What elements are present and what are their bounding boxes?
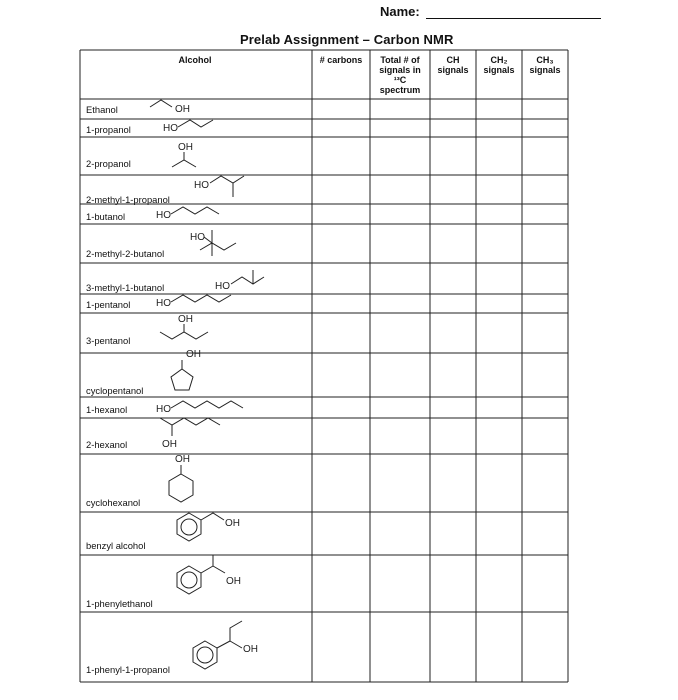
ethanol-oh: OH [175, 104, 190, 115]
2-propanol-structure [172, 142, 196, 167]
row-label-cyclohexanol: cyclohexanol [86, 497, 141, 508]
ch2-line-2: signals [483, 65, 515, 75]
cyclopentanol-oh: OH [186, 349, 201, 360]
row-label-2-methyl-1-propanol: 2-methyl-1-propanol [86, 194, 170, 205]
ch3-line-1: CH₃ [536, 55, 554, 65]
3-methyl-1-butanol-structure [215, 270, 264, 292]
1-butanol-structure [156, 207, 219, 221]
1-hexanol-structure [156, 401, 243, 415]
row-label-1-phenyl-1-propanol: 1-phenyl-1-propanol [86, 664, 170, 675]
ch3-line-2: signals [529, 65, 561, 75]
3-pentanol-oh: OH [178, 314, 193, 325]
1-phenyl-1-propanol-oh: OH [243, 644, 258, 655]
row-label-cyclopentanol: cyclopentanol [86, 385, 144, 396]
cyclohexanol-structure [169, 454, 193, 502]
2-propanol-oh: OH [178, 142, 193, 153]
ethanol-structure [150, 100, 190, 115]
ch-line-2: signals [437, 65, 469, 75]
total-signals-line-2: signals in [379, 65, 421, 75]
2-methyl-1-propanol-ho: HO [194, 180, 209, 191]
row-label-1-propanol: 1-propanol [86, 124, 131, 135]
name-label: Name: [380, 4, 420, 19]
total-signals-line-1: Total # of [380, 55, 420, 65]
row-label-3-methyl-1-butanol: 3-methyl-1-butanol [86, 282, 165, 293]
row-label-2-hexanol: 2-hexanol [86, 439, 128, 450]
row-label-1-butanol: 1-butanol [86, 211, 126, 222]
row-label-ethanol: Ethanol [86, 104, 118, 115]
column-header-alcohol: Alcohol [178, 55, 212, 65]
row-label-1-hexanol: 1-hexanol [86, 404, 128, 415]
ch2-line-1: CH₂ [490, 55, 508, 65]
benzyl-alcohol-structure [177, 513, 240, 541]
row-label-3-pentanol: 3-pentanol [86, 335, 131, 346]
2-methyl-2-butanol-structure [190, 230, 236, 256]
1-pentanol-structure [156, 295, 231, 309]
2-methyl-1-propanol-structure [194, 176, 244, 197]
1-butanol-ho: HO [156, 210, 171, 221]
2-hexanol-oh: OH [162, 439, 177, 450]
page-title: Prelab Assignment – Carbon NMR [240, 32, 454, 47]
ch-line-1: CH [446, 55, 460, 65]
1-hexanol-ho: HO [156, 404, 171, 415]
total-signals-line-3: ¹³C [393, 75, 407, 85]
row-label-2-propanol: 2-propanol [86, 158, 131, 169]
1-phenylethanol-structure [177, 555, 241, 594]
1-phenylethanol-oh: OH [226, 576, 241, 587]
2-methyl-2-butanol-ho: HO [190, 232, 205, 243]
2-hexanol-structure [160, 418, 220, 450]
row-label-1-pentanol: 1-pentanol [86, 299, 131, 310]
1-phenyl-1-propanol-structure [193, 621, 258, 669]
row-label-2-methyl-2-butanol: 2-methyl-2-butanol [86, 248, 165, 259]
1-propanol-ho: HO [163, 123, 178, 134]
row-label-1-phenylethanol: 1-phenylethanol [86, 598, 153, 609]
cyclohexanol-oh: OH [175, 454, 190, 465]
column-header-carbons: # carbons [319, 55, 363, 65]
1-pentanol-ho: HO [156, 298, 171, 309]
cyclopentanol-structure [171, 349, 201, 390]
total-signals-line-4: spectrum [379, 85, 421, 95]
1-propanol-structure [163, 120, 213, 134]
3-pentanol-structure [160, 314, 208, 339]
3-methyl-1-butanol-ho: HO [215, 281, 230, 292]
row-label-benzyl-alcohol: benzyl alcohol [86, 540, 146, 551]
benzyl-alcohol-oh: OH [225, 518, 240, 529]
